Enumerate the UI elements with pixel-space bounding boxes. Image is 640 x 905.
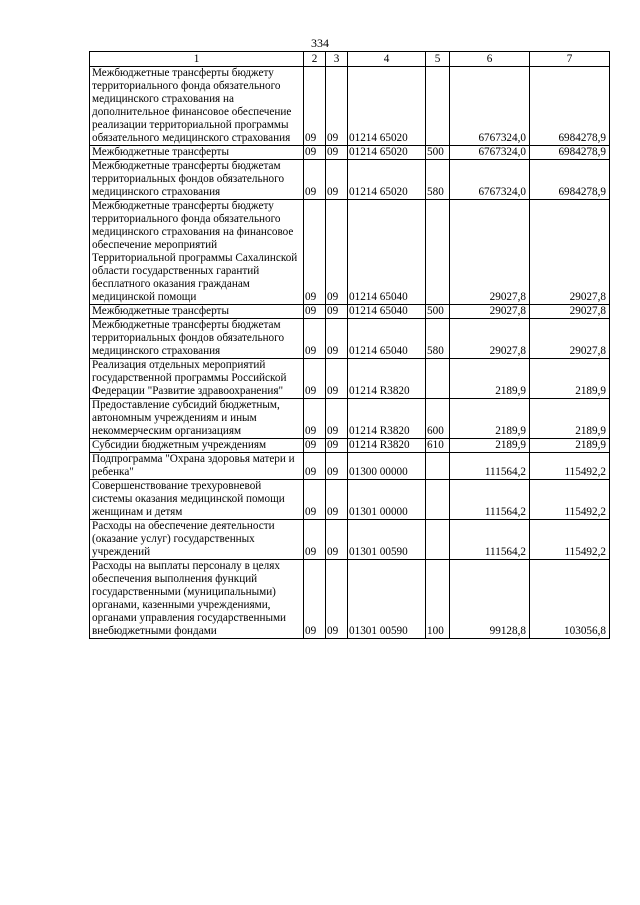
section-code: 09 xyxy=(304,359,326,399)
amount-col6: 6767324,0 xyxy=(450,160,530,200)
row-name: Межбюджетные трансферты xyxy=(90,305,304,319)
row-name: Расходы на выплаты персоналу в целях обеспечения выполнения функций государственными (муниципальными) органами, казенными учреждениями, органами управления государственными внебюджетными фондами xyxy=(90,560,304,639)
target-article-code: 01301 00590 xyxy=(348,560,426,639)
subsection-code: 09 xyxy=(326,319,348,359)
expense-type-code: 580 xyxy=(426,160,450,200)
table-row xyxy=(90,359,610,399)
table-row xyxy=(90,453,610,480)
amount-col7: 2189,9 xyxy=(530,359,610,399)
column-number: 6 xyxy=(450,52,530,67)
target-article-code: 01214 R3820 xyxy=(348,399,426,439)
target-article-code: 01301 00590 xyxy=(348,520,426,560)
table-row xyxy=(90,560,610,639)
section-code: 09 xyxy=(304,200,326,305)
expense-type-code xyxy=(426,67,450,146)
subsection-code: 09 xyxy=(326,146,348,160)
amount-col6: 2189,9 xyxy=(450,439,530,453)
row-name: Субсидии бюджетным учреждениям xyxy=(90,439,304,453)
expense-type-code: 100 xyxy=(426,560,450,639)
subsection-code: 09 xyxy=(326,305,348,319)
row-name: Реализация отдельных мероприятий государственной программы Российской Федерации "Развитие здравоохранения" xyxy=(90,359,304,399)
table-row xyxy=(90,160,610,200)
expense-type-code: 600 xyxy=(426,399,450,439)
expense-type-code: 580 xyxy=(426,319,450,359)
table-row xyxy=(90,67,610,146)
section-code: 09 xyxy=(304,305,326,319)
amount-col7: 115492,2 xyxy=(530,453,610,480)
section-code: 09 xyxy=(304,480,326,520)
column-number: 1 xyxy=(90,52,304,67)
subsection-code: 09 xyxy=(326,67,348,146)
amount-col7: 103056,8 xyxy=(530,560,610,639)
expense-type-code xyxy=(426,200,450,305)
expense-type-code xyxy=(426,453,450,480)
amount-col7: 2189,9 xyxy=(530,439,610,453)
amount-col7: 29027,8 xyxy=(530,200,610,305)
section-code: 09 xyxy=(304,453,326,480)
amount-col7: 6984278,9 xyxy=(530,67,610,146)
amount-col7: 115492,2 xyxy=(530,480,610,520)
row-name: Межбюджетные трансферты бюджету территориального фонда обязательного медицинского страхования на дополнительное финансовое обеспечение реализации территориальной программы обязательного медицинского страхования xyxy=(90,67,304,146)
target-article-code: 01214 65040 xyxy=(348,319,426,359)
target-article-code: 01300 00000 xyxy=(348,453,426,480)
target-article-code: 01301 00000 xyxy=(348,480,426,520)
amount-col6: 6767324,0 xyxy=(450,67,530,146)
subsection-code: 09 xyxy=(326,520,348,560)
target-article-code: 01214 65020 xyxy=(348,67,426,146)
expense-type-code xyxy=(426,480,450,520)
subsection-code: 09 xyxy=(326,480,348,520)
row-name: Предоставление субсидий бюджетным, автономным учреждениям и иным некоммерческим организациям xyxy=(90,399,304,439)
expense-type-code: 500 xyxy=(426,305,450,319)
section-code: 09 xyxy=(304,439,326,453)
section-code: 09 xyxy=(304,160,326,200)
target-article-code: 01214 65020 xyxy=(348,160,426,200)
expense-type-code: 500 xyxy=(426,146,450,160)
expense-type-code xyxy=(426,359,450,399)
subsection-code: 09 xyxy=(326,160,348,200)
amount-col6: 111564,2 xyxy=(450,520,530,560)
subsection-code: 09 xyxy=(326,439,348,453)
budget-table xyxy=(89,51,610,639)
amount-col6: 111564,2 xyxy=(450,453,530,480)
amount-col6: 99128,8 xyxy=(450,560,530,639)
target-article-code: 01214 R3820 xyxy=(348,439,426,453)
table-row xyxy=(90,480,610,520)
expense-type-code xyxy=(426,520,450,560)
table-row xyxy=(90,439,610,453)
amount-col7: 115492,2 xyxy=(530,520,610,560)
target-article-code: 01214 65040 xyxy=(348,305,426,319)
amount-col6: 2189,9 xyxy=(450,359,530,399)
amount-col6: 29027,8 xyxy=(450,200,530,305)
target-article-code: 01214 65020 xyxy=(348,146,426,160)
column-number: 4 xyxy=(348,52,426,67)
amount-col7: 29027,8 xyxy=(530,319,610,359)
column-number: 7 xyxy=(530,52,610,67)
expense-type-code: 610 xyxy=(426,439,450,453)
column-number: 2 xyxy=(304,52,326,67)
subsection-code: 09 xyxy=(326,399,348,439)
table-row xyxy=(90,520,610,560)
amount-col6: 111564,2 xyxy=(450,480,530,520)
section-code: 09 xyxy=(304,319,326,359)
subsection-code: 09 xyxy=(326,200,348,305)
row-name: Межбюджетные трансферты бюджетам территориальных фондов обязательного медицинского страхования xyxy=(90,319,304,359)
subsection-code: 09 xyxy=(326,453,348,480)
amount-col6: 29027,8 xyxy=(450,305,530,319)
section-code: 09 xyxy=(304,560,326,639)
row-name: Подпрограмма "Охрана здоровья матери и ребенка" xyxy=(90,453,304,480)
subsection-code: 09 xyxy=(326,359,348,399)
section-code: 09 xyxy=(304,399,326,439)
amount-col7: 29027,8 xyxy=(530,305,610,319)
section-code: 09 xyxy=(304,67,326,146)
page-number: 334 xyxy=(311,36,329,50)
column-number-row xyxy=(90,52,610,67)
table-row xyxy=(90,200,610,305)
amount-col7: 2189,9 xyxy=(530,399,610,439)
amount-col6: 29027,8 xyxy=(450,319,530,359)
target-article-code: 01214 65040 xyxy=(348,200,426,305)
column-number: 5 xyxy=(426,52,450,67)
amount-col6: 2189,9 xyxy=(450,399,530,439)
section-code: 09 xyxy=(304,146,326,160)
amount-col6: 6767324,0 xyxy=(450,146,530,160)
section-code: 09 xyxy=(304,520,326,560)
subsection-code: 09 xyxy=(326,560,348,639)
row-name: Межбюджетные трансферты xyxy=(90,146,304,160)
table-row xyxy=(90,319,610,359)
row-name: Межбюджетные трансферты бюджетам территориальных фондов обязательного медицинского страхования xyxy=(90,160,304,200)
table-row xyxy=(90,399,610,439)
target-article-code: 01214 R3820 xyxy=(348,359,426,399)
table-row xyxy=(90,146,610,160)
table-row xyxy=(90,305,610,319)
amount-col7: 6984278,9 xyxy=(530,146,610,160)
column-number: 3 xyxy=(326,52,348,67)
amount-col7: 6984278,9 xyxy=(530,160,610,200)
row-name: Совершенствование трехуровневой системы оказания медицинской помощи женщинам и детям xyxy=(90,480,304,520)
row-name: Межбюджетные трансферты бюджету территориального фонда обязательного медицинского страхования на финансовое обеспечение мероприятий Территориальной программы Сахалинской области государственных гарантий бесплатного оказания гражданам медицинской помощи xyxy=(90,200,304,305)
row-name: Расходы на обеспечение деятельности (оказание услуг) государственных учреждений xyxy=(90,520,304,560)
